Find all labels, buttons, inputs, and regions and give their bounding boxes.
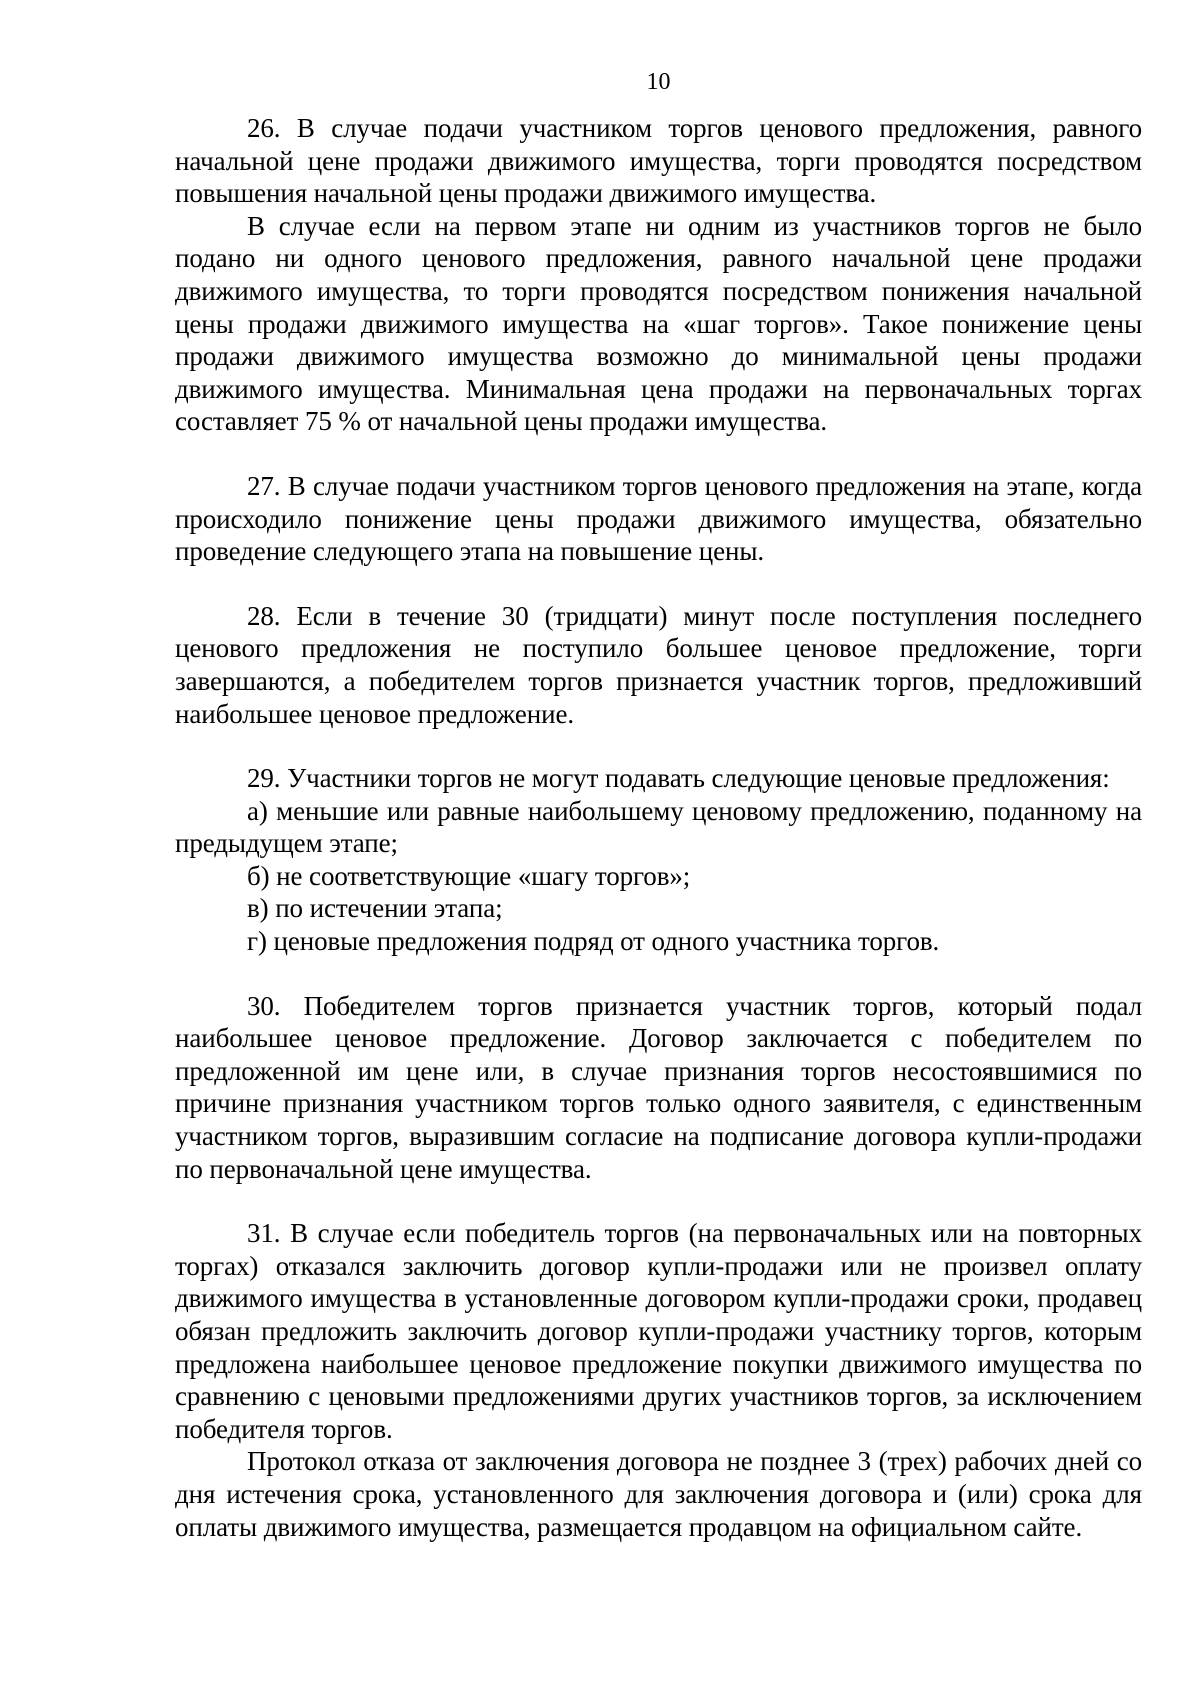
paragraph-31-continued: Протокол отказа от заключения договора не позднее 3 (трех) рабочих дней со дня истечения срока, установленного для заключения договора и (или) срока для оплаты движимого имущества, размещается продавцом на официальном сайте. xyxy=(175,1446,1142,1542)
paragraph-29-item-d: г) ценовые предложения подряд от одного участника торгов. xyxy=(247,926,940,957)
paragraph-31: 31. В случае если победитель торгов (на первоначальных или на повторных торгах) отказался заключить договор купли-продажи или не произвел оплату движимого имущества в установленные договором купли-продажи сроки, продавец обязан предложить заключить договор купли-продажи участнику торгов, которым предложена наибольшее ценовое предложение покупки движимого имущества по сравнению с ценовыми предложениями других участников торгов, за исключением победителя торгов. xyxy=(175,1218,1142,1444)
paragraph-26-continued: В случае если на первом этапе ни одним из участников торгов не было подано ни одного ценового предложения, равного начальной цене продажи движимого имущества, то торги проводятся посредством понижения начальной цены продажи движимого имущества на «шаг торгов». Такое понижение цены продажи движимого имущества возможно до минимальной цены продажи движимого имущества. Минимальная цена продажи на первоначальных торгах составляет 75 % от начальной цены продажи имущества. xyxy=(175,210,1142,437)
paragraph-29-item-a: а) меньшие или равные наибольшему ценовому предложению, поданному на предыдущем этапе; xyxy=(175,795,1142,859)
paragraph-30: 30. Победителем торгов признается участник торгов, который подал наибольшее ценовое предложение. Договор заключается с победителем по предложенной им цене или, в случае признания торгов несостоявшимися по причине признания участником торгов только одного заявителя, с единственным участником торгов, выразившим согласие на подписание договора купли-продажи по первоначальной цене имущества. xyxy=(175,990,1142,1184)
paragraph-27: 27. В случае подачи участником торгов ценового предложения на этапе, когда происходило понижение цены продажи движимого имущества, обязательно проведение следующего этапа на повышение цены. xyxy=(175,470,1142,567)
paragraph-29-item-c: в) по истечении этапа; xyxy=(247,893,503,924)
paragraph-26: 26. В случае подачи участником торгов ценового предложения, равного начальной цене продажи движимого имущества, торги проводятся посредством повышения начальной цены продажи движимого имущества. xyxy=(175,113,1142,209)
page-number: 10 xyxy=(646,69,671,95)
paragraph-28: 28. Если в течение 30 (тридцати) минут после поступления последнего ценового предложения не поступило большее ценовое предложение, торги завершаются, а победителем торгов признается участник торгов, предложивший наибольшее ценовое предложение. xyxy=(175,600,1142,729)
paragraph-29: 29. Участники торгов не могут подавать следующие ценовые предложения: xyxy=(247,763,1110,794)
paragraph-29-item-b: б) не соответствующие «шагу торгов»; xyxy=(247,860,691,891)
document-page xyxy=(175,70,1142,1543)
